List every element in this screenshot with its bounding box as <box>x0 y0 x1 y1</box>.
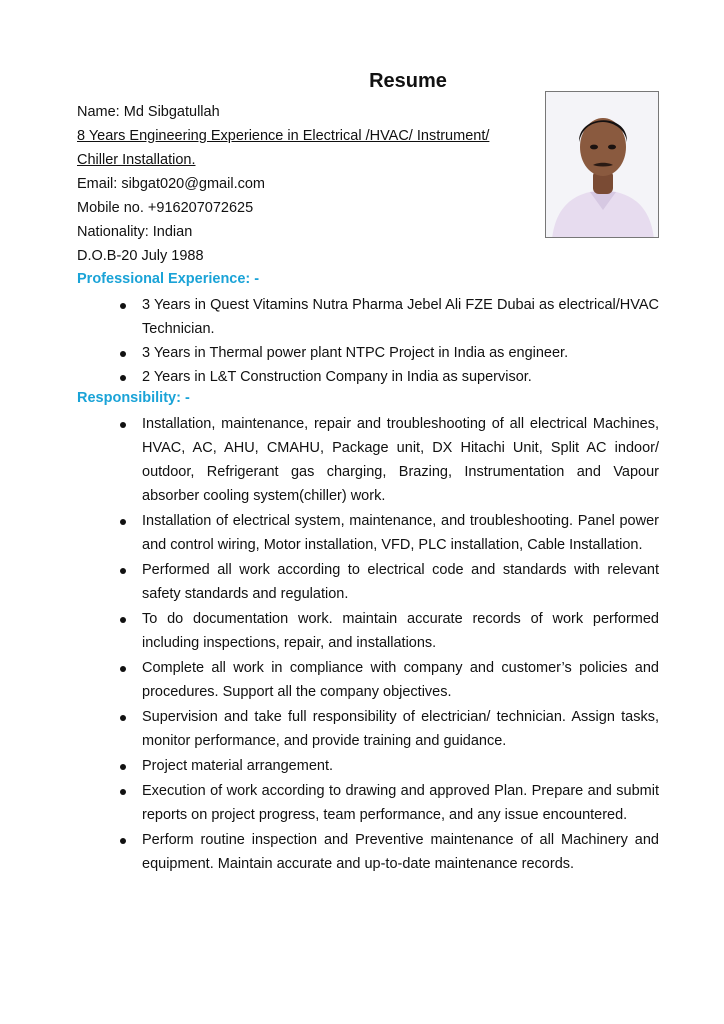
list-item: Complete all work in compliance with company and customer’s policies and procedures. Support all the company objectives. <box>112 656 659 704</box>
list-item: Installation, maintenance, repair and troubleshooting of all electrical Machines, HVAC, AC, AHU, CMAHU, Package unit, DX Hitachi Unit, Split AC indoor/ outdoor, Refrigerant gas charging, Brazing, Instrumentation and Vapour absorber cooling system(chiller) work. <box>112 412 659 508</box>
bullet-icon <box>120 519 126 525</box>
experience-list <box>112 293 659 389</box>
bullet-icon <box>120 715 126 721</box>
bullet-icon <box>120 303 126 309</box>
nationality-line: Nationality: Indian <box>77 224 193 240</box>
responsibility-heading: Responsibility: - <box>77 390 190 406</box>
dob-line: D.O.B-20 July 1988 <box>77 248 204 264</box>
bullet-icon <box>120 375 126 381</box>
bullet-icon <box>120 764 126 770</box>
page-title: Resume <box>369 70 447 92</box>
bullet-icon <box>120 422 126 428</box>
bullet-icon <box>120 838 126 844</box>
list-item: 3 Years in Thermal power plant NTPC Project in India as engineer. <box>112 341 659 365</box>
bullet-icon <box>120 351 126 357</box>
list-item: 3 Years in Quest Vitamins Nutra Pharma Jebel Ali FZE Dubai as electrical/HVAC Technician. <box>112 293 659 341</box>
list-item: Execution of work according to drawing and approved Plan. Prepare and submit reports on project progress, team performance, and any issue encountered. <box>112 779 659 827</box>
profile-photo <box>545 91 659 238</box>
name-line: Name: Md Sibgatullah <box>77 104 220 120</box>
professional-experience-heading: Professional Experience: - <box>77 271 260 287</box>
bullet-icon <box>120 789 126 795</box>
contact-block <box>77 100 547 268</box>
experience-summary-line-2: Chiller Installation. <box>77 152 196 168</box>
list-item: Supervision and take full responsibility of electrician/ technician. Assign tasks, monitor performance, and provide training and guidance. <box>112 705 659 753</box>
bullet-icon <box>120 568 126 574</box>
experience-summary-line-1: 8 Years Engineering Experience in Electrical /HVAC/ Instrument/ <box>77 128 490 144</box>
person-photo-icon <box>546 92 659 238</box>
list-item: Installation of electrical system, maintenance, and troubleshooting. Panel power and control wiring, Motor installation, VFD, PLC installation, Cable Installation. <box>112 509 659 557</box>
list-item: 2 Years in L&T Construction Company in India as supervisor. <box>112 365 659 389</box>
email-line: Email: sibgat020@gmail.com <box>77 176 265 192</box>
list-item: Perform routine inspection and Preventive maintenance of all Machinery and equipment. Maintain accurate and up-to-date maintenance records. <box>112 828 659 876</box>
list-item: Project material arrangement. <box>112 754 659 778</box>
bullet-icon <box>120 666 126 672</box>
bullet-icon <box>120 617 126 623</box>
list-item: To do documentation work. maintain accurate records of work performed including inspections, repair, and installations. <box>112 607 659 655</box>
list-item: Performed all work according to electrical code and standards with relevant safety standards and regulation. <box>112 558 659 606</box>
responsibility-list <box>112 412 659 877</box>
mobile-line: Mobile no. +916207072625 <box>77 200 254 216</box>
